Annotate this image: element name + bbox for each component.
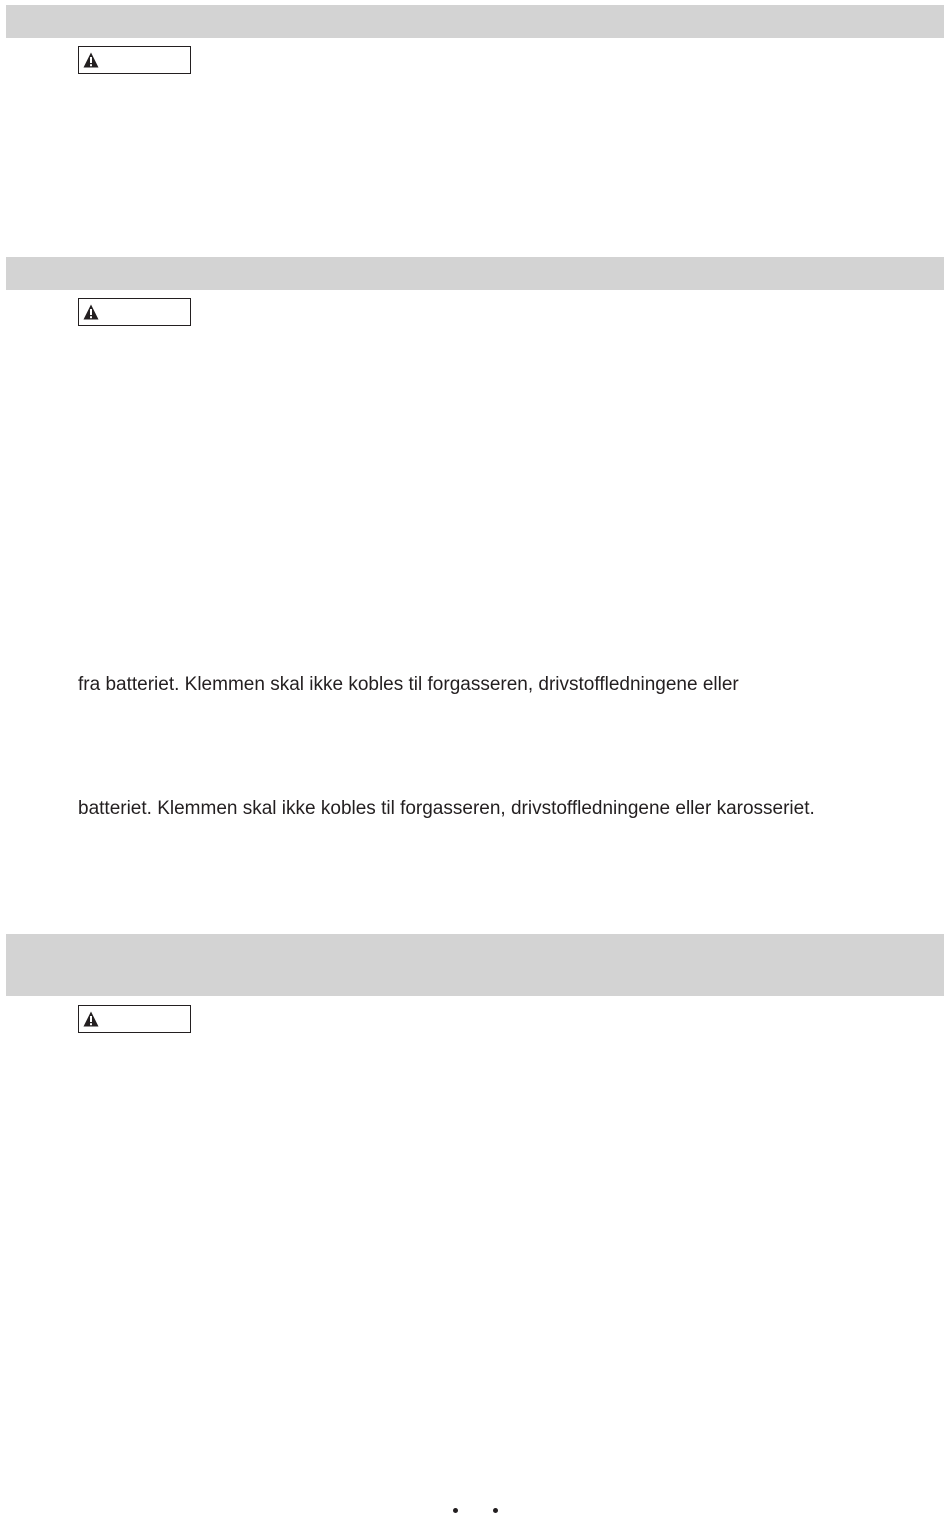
warning-triangle-icon: [83, 304, 99, 320]
warning-label: [78, 1005, 191, 1033]
section-header-band: [6, 257, 944, 290]
warning-label: [78, 46, 191, 74]
body-text-line: fra batteriet. Klemmen skal ikke kobles til forgasseren, drivstoffledningene eller: [78, 674, 739, 695]
warning-triangle-icon: [83, 1011, 99, 1027]
footer-dot: [453, 1508, 458, 1513]
warning-triangle-icon: [83, 52, 99, 68]
section-header-band: [6, 934, 944, 996]
warning-label: [78, 298, 191, 326]
footer-dot: [493, 1508, 498, 1513]
body-text-line: batteriet. Klemmen skal ikke kobles til forgasseren, drivstoffledningene eller karosseriet.: [78, 798, 815, 819]
section-header-band: [6, 5, 944, 38]
